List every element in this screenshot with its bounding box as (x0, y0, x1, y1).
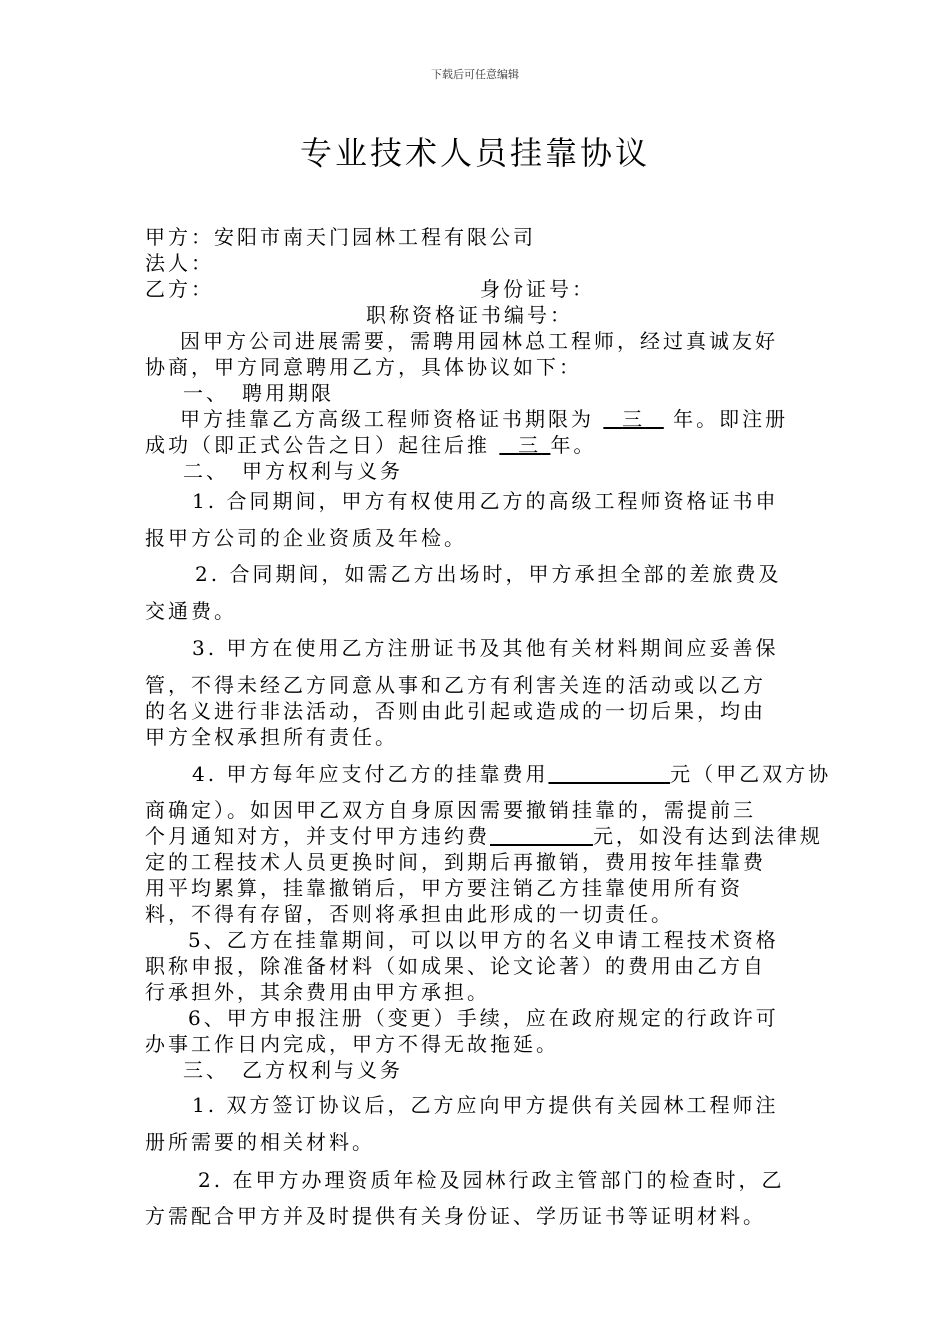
section-1-heading: 一、 聘用期限 (183, 381, 334, 405)
document-title: 专业技术人员挂靠协议 (299, 134, 650, 172)
clause-a4-line-1 (192, 762, 831, 786)
clause-b2-line-1: 2. 在甲方办理资质年检及园林行政主管部门的检查时，乙 (198, 1168, 785, 1192)
clause-a3-line-2: 管，不得未经乙方同意从事和乙方有利害关连的活动或以乙方 (145, 673, 766, 697)
term-years-1: 三 (622, 407, 646, 431)
penalty-text-b: 元，如没有达到法律规 (592, 824, 823, 848)
penalty-blank (490, 824, 593, 848)
clause-a4-line-3 (145, 824, 823, 848)
fee-blank (548, 762, 670, 786)
term-text-a: 甲方挂靠乙方高级工程师资格证书期限为 (180, 407, 594, 431)
intro-line-1: 因甲方公司进展需要，需聘用园林总工程师，经过真诚友好 (180, 329, 778, 353)
term-text-d: 年。 (550, 433, 597, 457)
clause-a3-line-4: 甲方全权承担所有责任。 (145, 725, 398, 749)
term-text-c: 成功（即正式公告之日）起往后推 (145, 433, 490, 457)
section-2-heading: 二、 甲方权利与义务 (183, 459, 403, 483)
cert-number-label: 职称资格证书编号： (366, 303, 573, 327)
party-a-line: 甲方：安阳市南天门园林工程有限公司 (145, 225, 536, 249)
penalty-text-a: 个月通知对方，并支付甲方违约费 (145, 824, 490, 848)
clause-a4-line-2: 商确定）。如因甲乙双方自身原因需要撤销挂靠的，需提前三 (145, 798, 756, 822)
term-line-1 (180, 407, 788, 431)
clause-a4-line-6: 料，不得有存留，否则将承担由此形成的一切责任。 (145, 902, 674, 926)
clause-a5-line-3: 行承担外，其余费用由甲方承担。 (145, 980, 490, 1004)
clause-a1-line-2: 报甲方公司的企业资质及年检。 (145, 526, 467, 550)
clause-b1-line-2: 册所需要的相关材料。 (145, 1130, 375, 1154)
clause-a6-line-1: 6、甲方申报注册（变更）手续，应在政府规定的行政许可 (188, 1006, 779, 1030)
clause-a6-line-2: 办事工作日内完成，甲方不得无故拖延。 (145, 1032, 559, 1056)
term-text-b: 年。即注册 (673, 407, 789, 431)
fee-text-b: 元（甲乙双方协 (670, 762, 832, 786)
clause-a5-line-1: 5、乙方在挂靠期间，可以以甲方的名义申请工程技术资格 (188, 928, 779, 952)
clause-a3-line-3: 的名义进行非法活动，否则由此引起或造成的一切后果，均由 (145, 699, 766, 723)
intro-line-2: 协商，甲方同意聘用乙方，具体协议如下： (145, 355, 582, 379)
clause-b2-line-2: 方需配合甲方并及时提供有关身份证、学历证书等证明材料。 (145, 1204, 766, 1228)
clause-a2-line-1: 2. 合同期间，如需乙方出场时，甲方承担全部的差旅费及 (195, 562, 782, 586)
clause-a3-line-1: 3. 甲方在使用乙方注册证书及其他有关材料期间应妥善保 (192, 636, 779, 660)
fee-text-a: 4. 甲方每年应支付乙方的挂靠费用 (192, 762, 549, 786)
clause-a1-line-1: 1. 合同期间，甲方有权使用乙方的高级工程师资格证书申 (192, 489, 779, 513)
clause-b1-line-1: 1. 双方签订协议后，乙方应向甲方提供有关园林工程师注 (192, 1093, 779, 1117)
section-3-heading: 三、 乙方权利与义务 (183, 1058, 403, 1082)
clause-a4-line-5: 用平均累算，挂靠撤销后，甲方要注销乙方挂靠使用所有资 (145, 876, 743, 900)
clause-a2-line-2: 交通费。 (145, 599, 237, 623)
clause-a4-line-4: 定的工程技术人员更换时间，到期后再撤销，费用按年挂靠费 (145, 850, 766, 874)
party-b-line: 乙方： (145, 277, 214, 301)
term-years-2: 三 (518, 433, 542, 457)
legal-rep-line: 法人： (145, 251, 214, 275)
header-note: 下载后可任意编辑 (431, 68, 519, 81)
term-line-2 (145, 433, 596, 457)
clause-a5-line-2: 职称申报，除准备材料（如成果、论文论著）的费用由乙方自 (145, 954, 766, 978)
id-number-label: 身份证号： (480, 277, 595, 301)
